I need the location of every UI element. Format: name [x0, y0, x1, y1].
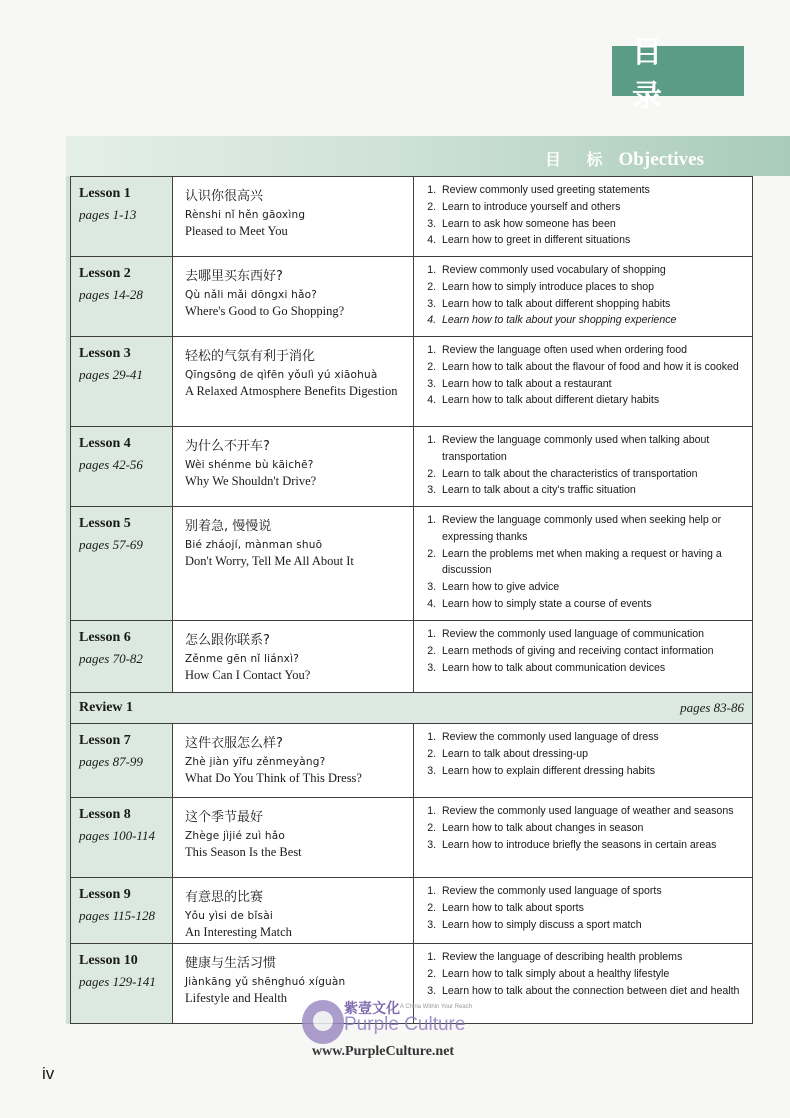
lesson-info-cell: [71, 337, 173, 427]
table-of-contents: [70, 176, 753, 1024]
lesson-label: Lesson 6: [79, 630, 131, 645]
objective-item: 1. Review the commonly used language of communication: [439, 626, 746, 643]
review-label: Review 1: [79, 700, 134, 715]
watermark-brand: Purple Culture: [344, 1014, 466, 1035]
lesson-objectives-cell: [414, 507, 753, 621]
objective-item: 1. Review the language often used when ordering food: [439, 342, 746, 359]
lesson-title-cell: [173, 621, 414, 693]
lesson-title-cell: [173, 507, 414, 621]
review-row: [71, 693, 753, 724]
lesson-row: [71, 878, 753, 944]
lesson-title-en: A Relaxed Atmosphere Benefits Digestion: [185, 384, 398, 398]
lesson-title-cn: 怎么跟你联系?: [185, 633, 270, 648]
lesson-label: Lesson 9: [79, 887, 131, 902]
lesson-title-en: An Interesting Match: [185, 925, 292, 939]
objective-item: 2. Learn to talk about dressing-up: [439, 746, 746, 763]
objective-item: 1. Review the language commonly used when talking about transportation: [439, 432, 746, 466]
lesson-title-pinyin: Zěnme gēn nǐ liánxì?: [185, 653, 299, 665]
objective-item: 3. Learn how to introduce briefly the seasons in certain areas: [439, 837, 746, 854]
lesson-pages: pages 42-56: [79, 457, 143, 472]
objectives-list: [422, 182, 746, 249]
lesson-info-cell: [71, 944, 173, 1024]
lesson-title-cn: 别着急, 慢慢说: [185, 519, 272, 534]
objective-item: 2. Learn how to talk about changes in season: [439, 820, 746, 837]
lesson-title-pinyin: Qīngsōng de qìfēn yǒulì yú xiāohuà: [185, 369, 378, 381]
objective-item: 3. Learn how to talk about the connection between diet and health: [439, 983, 746, 1000]
lesson-info-cell: [71, 427, 173, 507]
lesson-title-pinyin: Jiànkāng yǔ shēnghuó xíguàn: [185, 976, 346, 988]
lesson-label: Lesson 8: [79, 807, 131, 822]
lesson-pages: pages 1-13: [79, 207, 137, 222]
lesson-objectives-cell: [414, 177, 753, 257]
lesson-title-cell: [173, 257, 414, 337]
objective-item: 2. Learn to talk about the characteristics of transportation: [439, 466, 746, 483]
watermark-cn: 紫壹文化: [344, 1001, 400, 1017]
lesson-pages: pages 115-128: [79, 908, 155, 923]
lesson-label: Lesson 1: [79, 186, 131, 201]
objective-item: 3. Learn how to give advice: [439, 579, 746, 596]
lesson-info-cell: [71, 177, 173, 257]
lesson-objectives-cell: [414, 724, 753, 798]
lesson-title-en: Don't Worry, Tell Me All About It: [185, 554, 354, 568]
objectives-list: [422, 626, 746, 676]
lesson-info-cell: [71, 798, 173, 878]
objectives-list: [422, 432, 746, 499]
lesson-title-en: Where's Good to Go Shopping?: [185, 304, 345, 318]
objective-item: 3. Learn how to talk about communication devices: [439, 660, 746, 677]
lesson-label: Lesson 4: [79, 436, 131, 451]
lesson-title-pinyin: Zhège jìjié zuì hǎo: [185, 830, 285, 842]
objectives-list: [422, 512, 746, 613]
objectives-list: [422, 949, 746, 999]
lesson-row: [71, 337, 753, 427]
lesson-info-cell: [71, 507, 173, 621]
objectives-list: [422, 342, 746, 409]
review-pages: pages 83-86: [680, 700, 744, 715]
objective-item: 2. Learn how to talk about sports: [439, 900, 746, 917]
objective-item: 1. Review the commonly used language of dress: [439, 729, 746, 746]
lesson-objectives-cell: [414, 257, 753, 337]
objectives-list: [422, 729, 746, 779]
lesson-row: [71, 177, 753, 257]
lesson-pages: pages 87-99: [79, 754, 143, 769]
watermark-tagline: A China Within Your Reach: [400, 1004, 473, 1010]
lesson-objectives-cell: [414, 621, 753, 693]
lesson-pages: pages 57-69: [79, 537, 143, 552]
lesson-title-cn: 健康与生活习惯: [185, 956, 277, 971]
lesson-label: Lesson 5: [79, 516, 131, 531]
lesson-title-pinyin: Rènshi nǐ hěn gāoxìng: [185, 209, 306, 221]
lesson-label: Lesson 7: [79, 733, 131, 748]
objective-item: 1. Review commonly used greeting statements: [439, 182, 746, 199]
lesson-title-pinyin: Qù nǎli mǎi dōngxi hǎo?: [185, 289, 317, 301]
lesson-title-cn: 去哪里买东西好?: [185, 269, 283, 284]
lesson-label: Lesson 10: [79, 953, 138, 968]
lesson-title-cell: [173, 427, 414, 507]
lesson-pages: pages 129-141: [79, 974, 156, 989]
lesson-title-cell: [173, 337, 414, 427]
lesson-title-cn: 认识你很高兴: [185, 189, 264, 204]
objective-item: 1. Review commonly used vocabulary of shopping: [439, 262, 746, 279]
review-cell: [71, 693, 753, 724]
lesson-title-cell: [173, 798, 414, 878]
lesson-row: [71, 257, 753, 337]
watermark: [302, 996, 502, 1066]
objective-item: 2. Learn the problems met when making a request or having a discussion: [439, 546, 746, 580]
objective-item: 4. Learn how to greet in different situations: [439, 232, 746, 249]
objective-item: 1. Review the language of describing health problems: [439, 949, 746, 966]
lesson-row: [71, 427, 753, 507]
lesson-title-en: Pleased to Meet You: [185, 224, 288, 238]
objectives-list: [422, 803, 746, 853]
page-number: iv: [42, 1064, 55, 1083]
lesson-title-cn: 这个季节最好: [185, 810, 264, 825]
lesson-objectives-cell: [414, 878, 753, 944]
objective-item: 2. Learn how to simply introduce places to shop: [439, 279, 746, 296]
objective-item: 4. Learn how to simply state a course of events: [439, 596, 746, 613]
objectives-header-en: Objectives: [618, 149, 704, 170]
objective-item: 4. Learn how to talk about your shopping experience: [439, 312, 746, 329]
lesson-pages: pages 70-82: [79, 651, 143, 666]
lesson-title-en: Why We Shouldn't Drive?: [185, 474, 317, 488]
objective-item: 2. Learn to introduce yourself and others: [439, 199, 746, 216]
lesson-pages: pages 14-28: [79, 287, 143, 302]
lesson-info-cell: [71, 878, 173, 944]
lesson-title-en: Lifestyle and Health: [185, 991, 288, 1005]
lesson-title-en: What Do You Think of This Dress?: [185, 771, 362, 785]
lesson-title-pinyin: Bié zháojí, mànman shuō: [185, 539, 323, 551]
objective-item: 3. Learn to talk about a city's traffic situation: [439, 482, 746, 499]
objective-item: 3. Learn how to explain different dressing habits: [439, 763, 746, 780]
lesson-title-cn: 轻松的气氛有利于消化: [185, 349, 316, 364]
lesson-title-cn: 为什么不开车?: [185, 439, 270, 454]
lesson-title-cn: 有意思的比赛: [185, 890, 264, 905]
lesson-title-en: How Can I Contact You?: [185, 668, 311, 682]
objective-item: 2. Learn how to talk simply about a healthy lifestyle: [439, 966, 746, 983]
objectives-header-cn: 目 标: [544, 150, 613, 169]
lesson-label: Lesson 2: [79, 266, 131, 281]
lesson-title-pinyin: Wèi shénme bù kāichē?: [185, 459, 314, 471]
lesson-title-en: This Season Is the Best: [185, 845, 302, 859]
lesson-title-pinyin: Zhè jiàn yīfu zěnmeyàng?: [185, 756, 326, 768]
objectives-list: [422, 262, 746, 329]
objective-item: 1. Review the commonly used language of sports: [439, 883, 746, 900]
lesson-info-cell: [71, 257, 173, 337]
lesson-row: [71, 507, 753, 621]
lesson-title-cell: [173, 724, 414, 798]
page-title: 目 录: [612, 46, 744, 96]
lesson-info-cell: [71, 724, 173, 798]
objective-item: 1. Review the language commonly used when seeking help or expressing thanks: [439, 512, 746, 546]
lesson-pages: pages 100-114: [79, 828, 155, 843]
lesson-title-cell: [173, 878, 414, 944]
lesson-title-cell: [173, 177, 414, 257]
watermark-url: www.PurpleCulture.net: [312, 1044, 455, 1059]
lesson-row: [71, 621, 753, 693]
lesson-label: Lesson 3: [79, 346, 131, 361]
objective-item: 2. Learn how to talk about the flavour of food and how it is cooked: [439, 359, 746, 376]
purple-culture-logo-icon: [302, 1000, 344, 1044]
objective-item: 1. Review the commonly used language of weather and seasons: [439, 803, 746, 820]
objective-item: 3. Learn how to talk about different shopping habits: [439, 296, 746, 313]
lesson-title-pinyin: Yǒu yìsi de bǐsài: [185, 910, 273, 922]
objective-item: 3. Learn to ask how someone has been: [439, 216, 746, 233]
lesson-objectives-cell: [414, 798, 753, 878]
lesson-title-cn: 这件衣服怎么样?: [185, 736, 283, 751]
objective-item: 2. Learn methods of giving and receiving contact information: [439, 643, 746, 660]
objective-item: 3. Learn how to simply discuss a sport match: [439, 917, 746, 934]
objectives-list: [422, 883, 746, 933]
lesson-objectives-cell: [414, 337, 753, 427]
lesson-row: [71, 798, 753, 878]
objective-item: 3. Learn how to talk about a restaurant: [439, 376, 746, 393]
lesson-objectives-cell: [414, 427, 753, 507]
lesson-pages: pages 29-41: [79, 367, 143, 382]
lesson-row: [71, 724, 753, 798]
objective-item: 4. Learn how to talk about different dietary habits: [439, 392, 746, 409]
lesson-info-cell: [71, 621, 173, 693]
objectives-header: [545, 147, 704, 171]
